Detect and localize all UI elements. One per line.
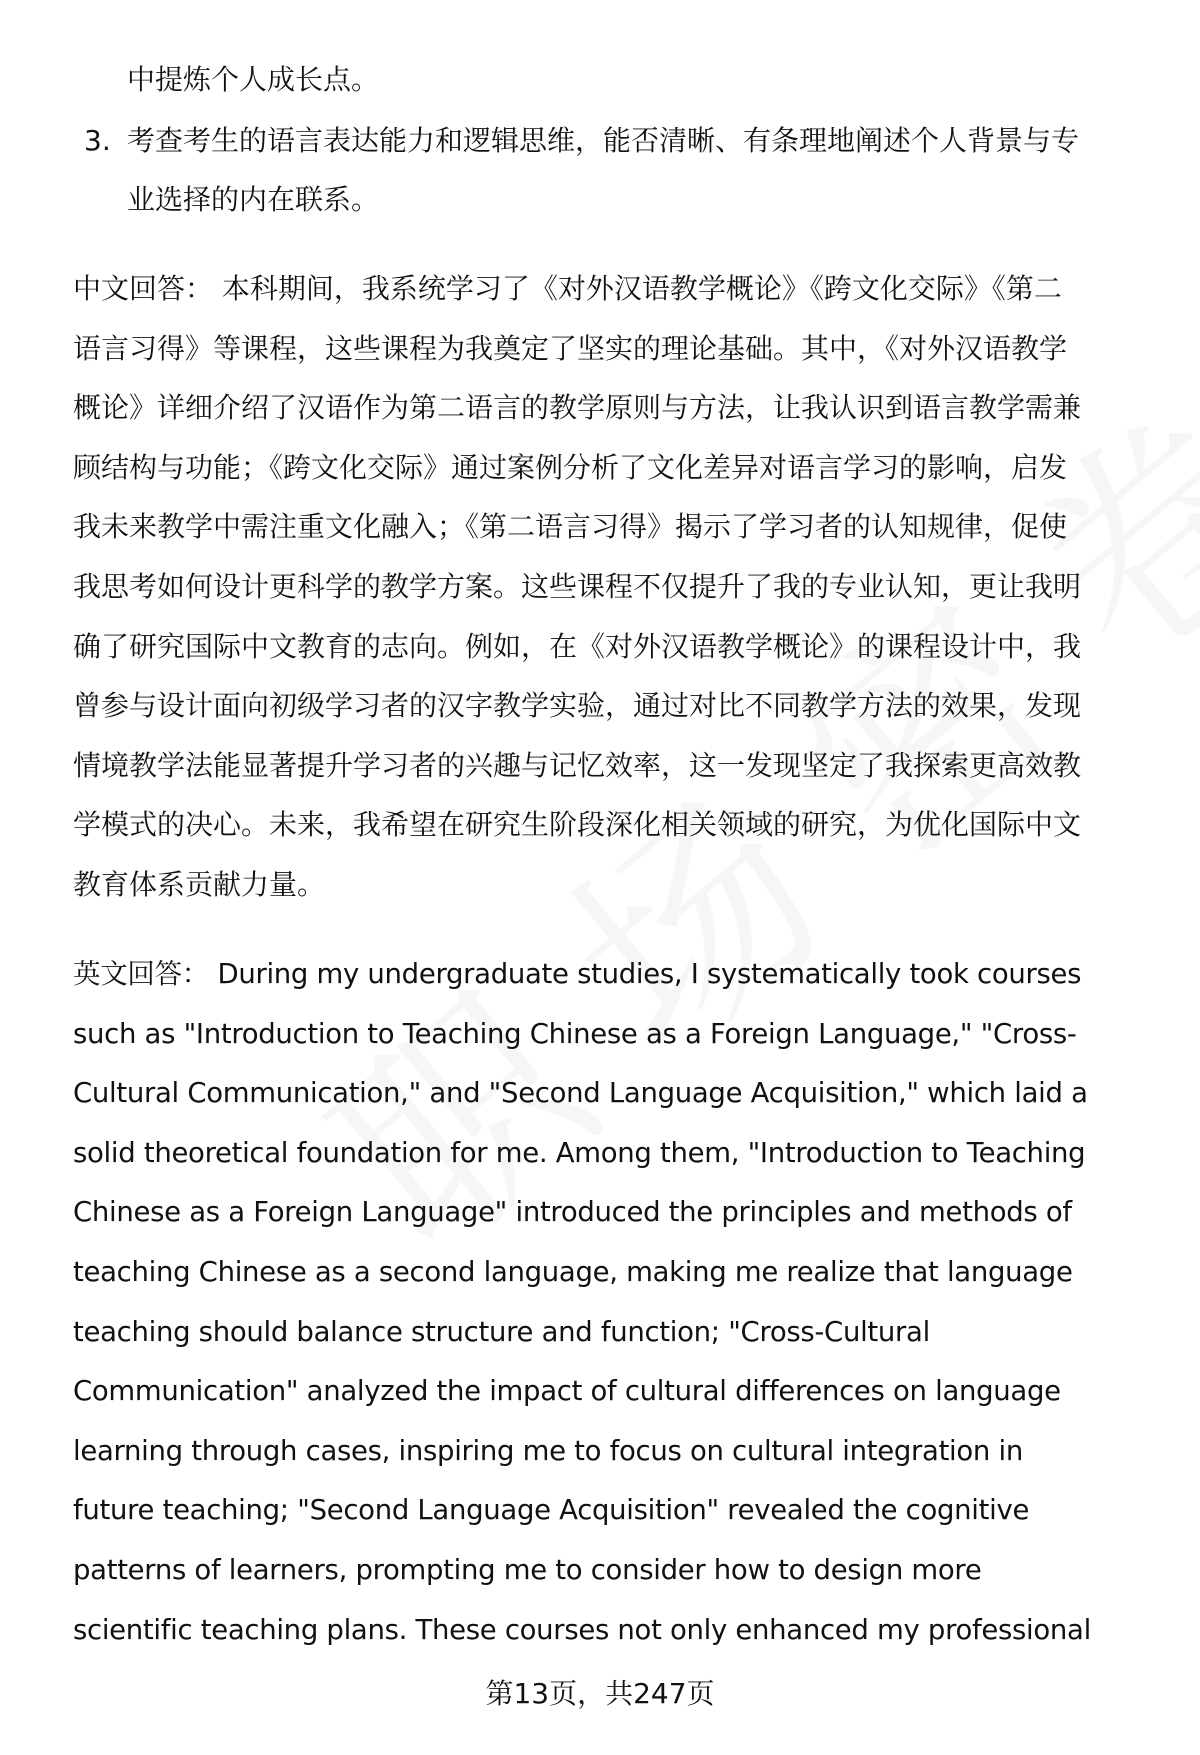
list-number: 3. <box>84 124 111 157</box>
chinese-answer-line: 我未来教学中需注重文化融入；《第二语言习得》揭示了学习者的认知规律，促使 <box>73 510 1068 544</box>
english-answer-line: learning through cases, inspiring me to focus on cultural integration in <box>73 1434 1023 1467</box>
english-answer-line: teaching should balance structure and function; "Cross-Cultural <box>73 1315 930 1348</box>
chinese-answer-line: 学模式的决心。未来，我希望在研究生阶段深化相关领域的研究，为优化国际中文 <box>73 808 1082 842</box>
chinese-answer-line: 曾参与设计面向初级学习者的汉字教学实验，通过对比不同教学方法的效果，发现 <box>73 689 1082 723</box>
chinese-answer-line: 语言习得》等课程，这些课程为我奠定了坚实的理论基础。其中，《对外汉语教学 <box>73 331 1068 365</box>
chinese-answer-line: 中文回答： 本科期间，我系统学习了《对外汉语教学概论》《跨文化交际》《第二 <box>73 272 1062 305</box>
english-answer-line: teaching Chinese as a second language, making me realize that language <box>73 1256 1073 1288</box>
chinese-answer-line: 确了研究国际中文教育的志向。例如，在《对外汉语教学概论》的课程设计中，我 <box>73 629 1082 663</box>
chinese-answer-line: 概论》详细介绍了汉语作为第二语言的教学原则与方法，让我认识到语言教学需兼 <box>73 391 1082 425</box>
list-item-line: 考查考生的语言表达能力和逻辑思维，能否清晰、有条理地阐述个人背景与专 <box>127 124 1080 157</box>
chinese-answer-line: 顾结构与功能；《跨文化交际》通过案例分析了文化差异对语言学习的影响，启发 <box>73 450 1068 484</box>
list-continuation: 中提炼个人成长点。 <box>127 63 380 96</box>
english-answer-line: Cultural Communication," and "Second Language Acquisition," which laid a <box>73 1077 1088 1110</box>
chinese-answer-line: 教育体系贡献力量。 <box>73 868 326 901</box>
english-answer-line: future teaching; "Second Language Acquisition" revealed the cognitive <box>73 1494 1030 1527</box>
english-answer-line: such as "Introduction to Teaching Chinese as a Foreign Language," "Cross- <box>73 1017 1077 1050</box>
page-number: 第13页，共247页 <box>485 1677 715 1710</box>
list-item-line: 业选择的内在联系。 <box>127 183 380 216</box>
english-answer-line: patterns of learners, prompting me to consider how to design more <box>73 1554 982 1586</box>
chinese-answer-line: 我思考如何设计更科学的教学方案。这些课程不仅提升了我的专业认知，更让我明 <box>73 570 1082 603</box>
english-answer-line: scientific teaching plans. These courses not only enhanced my professional <box>73 1613 1091 1646</box>
chinese-answer-line: 情境教学法能显著提升学习者的兴趣与记忆效率，这一发现坚定了我探索更高效教 <box>73 748 1082 782</box>
english-answer-line: Chinese as a Foreign Language" introduced the principles and methods of <box>73 1196 1072 1229</box>
english-answer-line: Communication" analyzed the impact of cultural differences on language <box>73 1375 1061 1408</box>
english-answer-line: solid theoretical foundation for me. Among them, "Introduction to Teaching <box>73 1136 1086 1169</box>
english-answer-line: 英文回答： During my undergraduate studies, I systematically took courses <box>73 958 1082 990</box>
